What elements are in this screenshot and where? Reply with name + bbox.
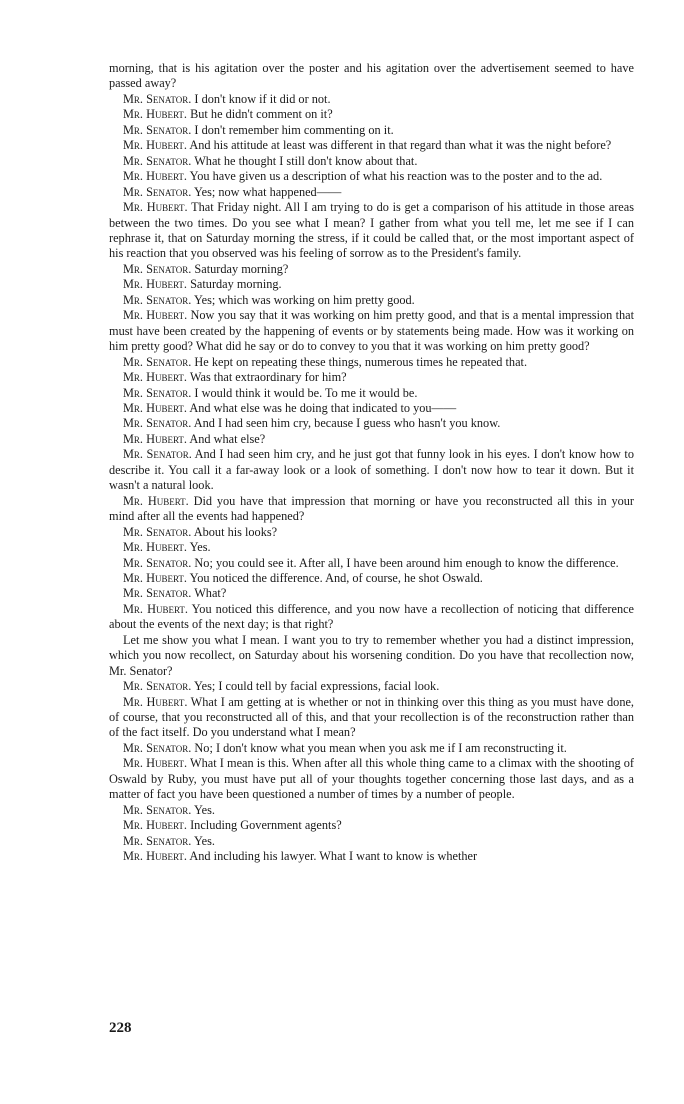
speaker-name: Mr. Hubert. [123, 694, 188, 709]
transcript-paragraph [109, 679, 634, 694]
transcript-paragraph [109, 432, 634, 447]
speaker-name: Mr. Hubert. [123, 200, 188, 215]
transcript-paragraph [109, 525, 634, 540]
transcript-paragraph [109, 416, 634, 431]
transcript-paragraph [109, 308, 634, 354]
paragraph-text: But he didn't comment on it? [190, 107, 333, 122]
speaker-name: Mr. Hubert. [123, 818, 187, 833]
paragraph-text: I would think it would be. To me it would be. [194, 385, 418, 400]
speaker-name: Mr. Senator. [123, 524, 192, 539]
speaker-name: Mr. Senator. [123, 385, 192, 400]
transcript-paragraph [109, 277, 634, 292]
transcript-paragraph [109, 107, 634, 122]
paragraph-text: And including his lawyer. What I want to know is whether [189, 849, 478, 864]
speaker-name: Mr. Senator. [123, 91, 192, 106]
paragraph-text: Now you say that it was working on him pretty good, and that is a mental impression that must have been created by the happening of events or by statements being made. How was it working on him pretty good? What did he say or do to convey to you that it was working on him pretty good? [109, 308, 635, 354]
transcript-paragraph [109, 169, 634, 184]
speaker-name: Mr. Hubert. [123, 601, 189, 616]
speaker-name: Mr. Hubert. [123, 107, 187, 122]
paragraph-text: Yes. [193, 833, 215, 848]
transcript-paragraph [109, 370, 634, 385]
transcript-paragraph [109, 494, 634, 525]
transcript-paragraph [109, 633, 634, 679]
transcript-paragraph [109, 540, 634, 555]
paragraph-text: And what else? [189, 431, 266, 446]
transcript-paragraph [109, 834, 634, 849]
transcript-paragraph [109, 154, 634, 169]
transcript-paragraph [109, 386, 634, 401]
paragraph-text: I don't remember him commenting on it. [194, 122, 394, 137]
transcript-paragraph [109, 401, 634, 416]
paragraph-text: Yes; which was working on him pretty good. [193, 292, 415, 307]
paragraph-text: Saturday morning? [194, 261, 289, 276]
speaker-name: Mr. Senator. [123, 292, 192, 307]
speaker-name: Mr. Senator. [123, 740, 192, 755]
transcript-paragraph [109, 185, 634, 200]
transcript-paragraph [109, 447, 634, 493]
paragraph-text: And I had seen him cry, and he just got that funny look in his eyes. I don't know how to describe it. You call it a far-away look or a look of something. I don't now how to tear it down. But it wasn't a natural look. [109, 447, 634, 493]
paragraph-text: No; you could see it. After all, I have been around him enough to know the difference. [194, 555, 619, 570]
paragraph-text: No; I don't know what you mean when you ask me if I am reconstructing it. [194, 740, 567, 755]
paragraph-text: And what else was he doing that indicated to you—— [189, 400, 457, 415]
speaker-name: Mr. Hubert. [123, 540, 187, 555]
speaker-name: Mr. Senator. [123, 416, 192, 431]
paragraph-text: Yes. [193, 802, 215, 817]
paragraph-text: That Friday night. All I am trying to do is get a comparison of his attitude in those areas between the two times. Do you see what I mean? I gather from what you tell me, let me see if I can rephrase it, that on Saturday morning the stress, if it could be called that, or the most important aspect of his reaction that you observed was his feeling of sorrow as to the President's family. [109, 200, 634, 261]
transcript-paragraph [109, 355, 634, 370]
speaker-name: Mr. Senator. [123, 153, 192, 168]
speaker-name: Mr. Hubert. [123, 756, 188, 771]
speaker-name: Mr. Hubert. [123, 431, 187, 446]
speaker-name: Mr. Hubert. [123, 277, 187, 292]
paragraph-text: He kept on repeating these things, numerous times he repeated that. [194, 354, 528, 369]
paragraph-text: Yes; I could tell by facial expressions, facial look. [193, 679, 440, 694]
transcript-paragraph [109, 571, 634, 586]
paragraph-text: Including Government agents? [190, 818, 342, 833]
paragraph-text: Was that extraordinary for him? [189, 370, 347, 385]
transcript-paragraph [109, 556, 634, 571]
speaker-name: Mr. Hubert. [123, 169, 187, 184]
speaker-name: Mr. Senator. [123, 184, 192, 199]
page-number: 228 [109, 1020, 132, 1036]
speaker-name: Mr. Senator. [123, 679, 192, 694]
transcript-paragraph [109, 803, 634, 818]
paragraph-text: What he thought I still don't know about that. [194, 153, 418, 168]
speaker-name: Mr. Senator. [123, 122, 192, 137]
paragraph-text: Yes; now what happened—— [193, 184, 342, 199]
speaker-name: Mr. Senator. [123, 833, 192, 848]
paragraph-text: And I had seen him cry, because I guess who hasn't you know. [193, 416, 501, 431]
paragraph-text: Yes. [189, 540, 211, 555]
transcript-paragraph [109, 602, 634, 633]
speaker-name: Mr. Hubert. [123, 400, 187, 415]
paragraph-text: You have given us a description of what his reaction was to the poster and to the ad. [189, 169, 603, 184]
speaker-name: Mr. Hubert. [123, 570, 187, 585]
speaker-name: Mr. Senator. [123, 586, 192, 601]
speaker-name: Mr. Hubert. [123, 849, 187, 864]
paragraph-text: And his attitude at least was different in that regard than what it was the night before? [189, 138, 612, 153]
transcript-paragraph [109, 92, 634, 107]
transcript-paragraph [109, 200, 634, 262]
transcript-paragraph [109, 138, 634, 153]
paragraph-text: What I am getting at is whether or not in thinking over this thing as you must have done, of course, that you reconstructed all of this, and that your recollection is of the reconstruction rather than of the fact itself. Do you understand what I mean? [109, 694, 635, 740]
transcript-paragraph [109, 756, 634, 802]
speaker-name: Mr. Senator. [123, 802, 192, 817]
transcript-body [109, 61, 634, 865]
transcript-paragraph [109, 123, 634, 138]
transcript-paragraph [109, 818, 634, 833]
paragraph-text: What I mean is this. When after all this whole thing came to a climax with the shooting of Oswald by Ruby, you must have put all of your thoughts together concerning those last days, and as a matter of fact you have been questioned a number of times by a number of people. [109, 756, 635, 802]
paragraph-text: Did you have that impression that morning or have you reconstructed all this in your mind after all the events had happened? [109, 493, 634, 524]
transcript-paragraph [109, 293, 634, 308]
paragraph-text: About his looks? [193, 524, 278, 539]
speaker-name: Mr. Senator. [123, 447, 192, 462]
paragraph-text: Saturday morning. [190, 277, 282, 292]
speaker-name: Mr. Hubert. [123, 138, 187, 153]
paragraph-text: morning, that is his agitation over the poster and his agitation over the advertisement seemed to have passed away? [109, 61, 634, 91]
transcript-paragraph [109, 61, 634, 92]
paragraph-text: I don't know if it did or not. [194, 91, 331, 106]
transcript-paragraph [109, 262, 634, 277]
transcript-paragraph [109, 586, 634, 601]
speaker-name: Mr. Hubert. [123, 370, 187, 385]
paragraph-text: What? [194, 586, 227, 601]
speaker-name: Mr. Hubert. [123, 493, 189, 508]
paragraph-text: Let me show you what I mean. I want you to try to remember whether you had a distinct impression, which you now recollect, on Saturday about his worsening condition. Do you have that recollection now, Mr. Senator? [109, 632, 634, 678]
transcript-paragraph [109, 741, 634, 756]
speaker-name: Mr. Hubert. [123, 308, 188, 323]
speaker-name: Mr. Senator. [123, 354, 192, 369]
transcript-paragraph [109, 695, 634, 741]
speaker-name: Mr. Senator. [123, 261, 192, 276]
paragraph-text: You noticed the difference. And, of course, he shot Oswald. [189, 570, 483, 585]
speaker-name: Mr. Senator. [123, 555, 192, 570]
transcript-paragraph [109, 849, 634, 864]
paragraph-text: You noticed this difference, and you now have a recollection of noticing that difference about the events of the next day; is that right? [109, 601, 635, 632]
